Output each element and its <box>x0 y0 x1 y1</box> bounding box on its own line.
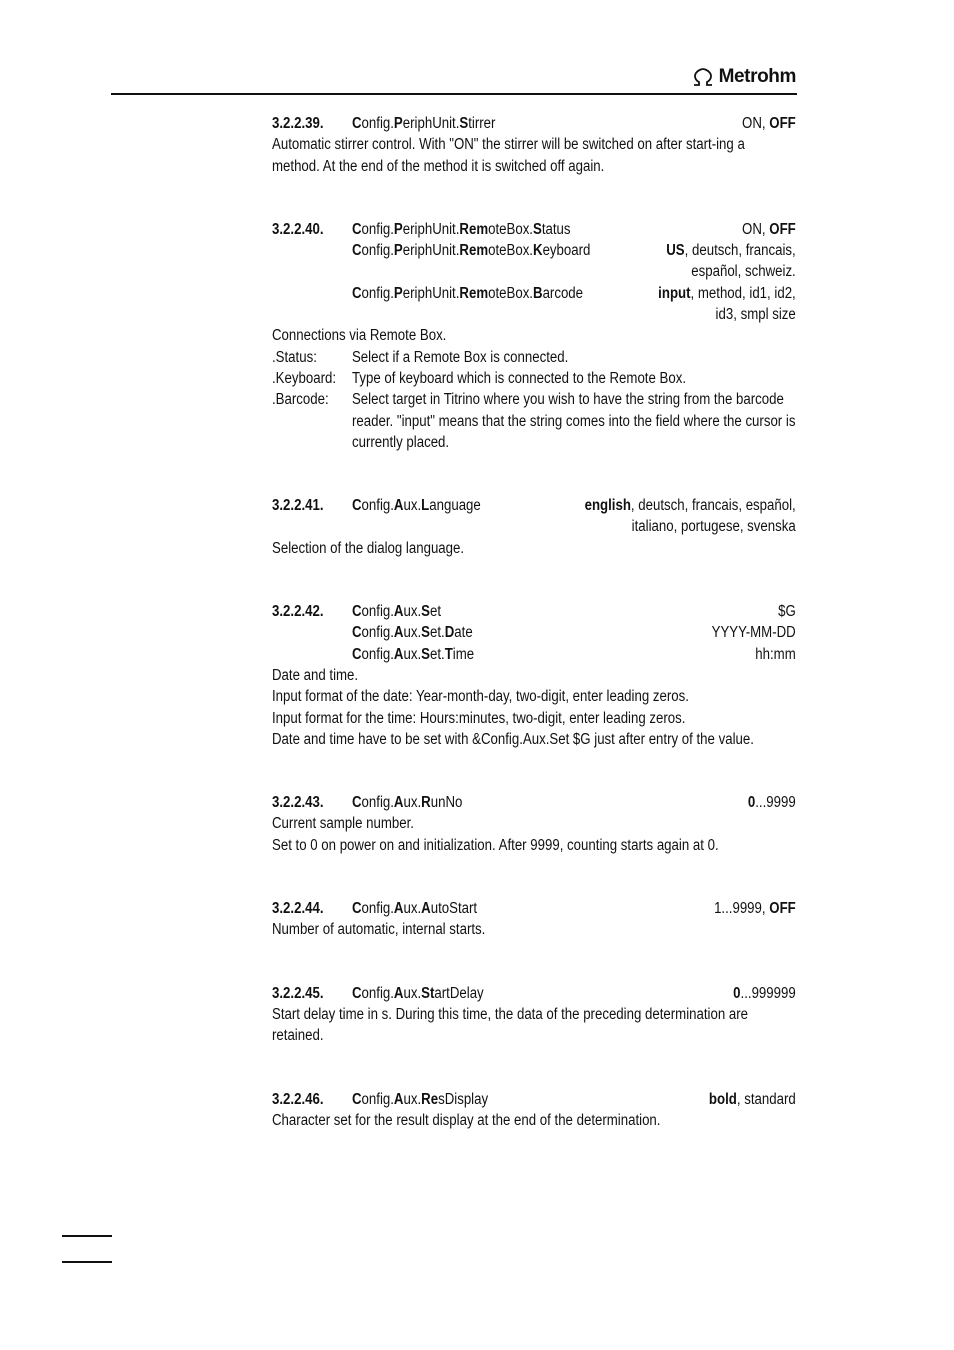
bold-fragment: A <box>393 794 404 812</box>
bold-fragment: A <box>393 1090 404 1108</box>
text-fragment: onfig. <box>361 645 394 663</box>
text-fragment: onfig. <box>361 220 394 238</box>
bold-fragment: A <box>393 624 404 642</box>
parameter-values <box>712 622 796 643</box>
bold-fragment: english <box>584 497 631 515</box>
section-number: 3.2.2.45. <box>272 984 324 1002</box>
parameter-name <box>352 240 666 261</box>
text-fragment: ux. <box>403 794 422 812</box>
parameter-row <box>272 898 796 919</box>
parameter-name <box>352 283 658 304</box>
parameter-values <box>748 792 796 813</box>
bold-fragment: C <box>351 900 362 918</box>
bold-fragment: C <box>351 645 362 663</box>
text-fragment: ux. <box>403 645 422 663</box>
bold-fragment: A <box>393 984 404 1002</box>
bold-fragment: P <box>393 284 403 302</box>
bold-fragment: C <box>351 603 362 621</box>
parameter-values <box>585 495 796 538</box>
text-fragment: ux. <box>403 984 422 1002</box>
parameter-name <box>352 792 748 813</box>
parameter-values <box>666 240 795 283</box>
parameter-row <box>272 601 796 622</box>
omega-icon <box>691 67 715 87</box>
text-fragment: eriphUnit. <box>402 115 460 132</box>
definition-row <box>272 389 796 453</box>
header-rule <box>111 93 797 95</box>
bold-fragment: Re <box>421 1090 439 1108</box>
brand-name: Metrohm <box>718 66 796 87</box>
bold-fragment: 0 <box>747 794 756 812</box>
text-fragment: et. <box>429 645 445 663</box>
text-fragment: eyboard <box>542 242 591 260</box>
description-text: Input format of the date: Year-month-day, two-digit, enter leading zeros. <box>272 688 689 706</box>
text-fragment: ux. <box>403 624 422 642</box>
bold-fragment: A <box>421 900 431 918</box>
parameter-values <box>755 644 795 665</box>
parameter-name <box>352 644 755 665</box>
text-fragment: onfig. <box>361 115 394 132</box>
bold-fragment: US <box>666 242 685 260</box>
text-fragment: oteBox. <box>488 242 533 260</box>
text-fragment: eriphUnit. <box>402 242 460 260</box>
definition-term: .Keyboard: <box>272 369 337 387</box>
parameter-section <box>272 1089 796 1132</box>
bold-fragment: OFF <box>769 900 796 918</box>
text-fragment: utoStart <box>430 900 478 918</box>
parameter-values <box>733 983 796 1004</box>
text-fragment: ux. <box>403 603 422 621</box>
footer-rule-top <box>62 1235 112 1237</box>
bold-fragment: A <box>393 900 404 918</box>
bold-fragment: bold <box>708 1090 737 1108</box>
definition-text: Select target in Titrino where you wish to have the string from the barcode reader. "input" means that the string comes into the field where the cursor is currently placed. <box>351 391 796 451</box>
text-fragment: YYYY-MM-DD <box>711 624 796 642</box>
bold-fragment: C <box>351 220 362 238</box>
bold-fragment: 0 <box>733 984 741 1002</box>
section-number: 3.2.2.43. <box>272 794 324 812</box>
footer-rule-bottom <box>62 1261 112 1263</box>
parameter-values <box>742 113 796 134</box>
definition-text: Type of keyboard which is connected to the Remote Box. <box>351 369 687 387</box>
description-text: Selection of the dialog language. <box>272 539 465 557</box>
bold-fragment: S <box>421 624 430 642</box>
text-fragment: hh:mm <box>755 645 796 663</box>
description-text: Automatic stirrer control. With "ON" the stirrer will be switched on after start-ing a method. At the end of the method it is switched off again. <box>272 136 745 175</box>
bold-fragment: S <box>459 115 469 132</box>
text-fragment: , deutsch, francais, español, schweiz. <box>684 242 796 281</box>
bold-fragment: P <box>393 115 403 132</box>
section-number: 3.2.2.39. <box>272 115 324 132</box>
text-fragment: et. <box>429 624 445 642</box>
definition-term: .Status: <box>272 348 317 366</box>
text-fragment: ON, <box>742 115 770 132</box>
text-fragment: ...9999 <box>755 794 796 812</box>
parameter-row <box>272 644 796 665</box>
bold-fragment: K <box>532 242 543 260</box>
description-text: Set to 0 on power on and initialization. After 9999, counting starts again at 0. <box>272 836 719 854</box>
text-fragment: eriphUnit. <box>402 284 460 302</box>
text-fragment: artDelay <box>434 984 484 1002</box>
text-fragment: et <box>429 603 442 621</box>
bold-fragment: St <box>421 984 435 1002</box>
parameter-row <box>272 495 796 538</box>
text-fragment: ux. <box>403 497 422 515</box>
definition-term: .Barcode: <box>272 391 329 409</box>
parameter-section <box>272 792 796 856</box>
text-fragment: onfig. <box>361 984 394 1002</box>
description-text: Date and time have to be set with &Config.Aux.Set $G just after entry of the value. <box>272 730 754 748</box>
bold-fragment: C <box>351 984 362 1002</box>
parameter-name <box>352 219 742 240</box>
parameter-section <box>272 219 796 453</box>
parameter-name <box>352 622 712 643</box>
bold-fragment: input <box>658 284 691 302</box>
text-fragment: onfig. <box>361 603 394 621</box>
parameter-section <box>272 983 796 1047</box>
text-fragment: onfig. <box>361 900 394 918</box>
description-text: Connections via Remote Box. <box>272 327 447 345</box>
parameter-values <box>709 1089 796 1110</box>
description-text: Date and time. <box>272 666 359 684</box>
definition-row <box>272 347 796 368</box>
text-fragment: onfig. <box>361 242 394 260</box>
parameter-row <box>272 113 796 134</box>
bold-fragment: Rem <box>459 284 489 302</box>
bold-fragment: A <box>393 603 404 621</box>
bold-fragment: Rem <box>459 242 489 260</box>
parameter-values <box>658 283 796 326</box>
parameter-values <box>778 601 796 622</box>
text-fragment: onfig. <box>361 284 394 302</box>
text-fragment: oteBox. <box>488 284 533 302</box>
parameter-name <box>352 983 733 1004</box>
text-fragment: onfig. <box>361 624 394 642</box>
bold-fragment: C <box>351 497 362 515</box>
parameter-name <box>352 113 742 134</box>
bold-fragment: A <box>393 497 404 515</box>
text-fragment: , deutsch, francais, español, italiano, portugese, svenska <box>630 497 796 536</box>
bold-fragment: C <box>351 1090 362 1108</box>
text-fragment: ON, <box>742 220 770 238</box>
parameter-row <box>272 283 796 326</box>
bold-fragment: D <box>444 624 455 642</box>
text-fragment: onfig. <box>361 794 394 812</box>
parameter-section <box>272 898 796 941</box>
section-number: 3.2.2.42. <box>272 603 324 621</box>
text-fragment: , standard <box>736 1090 796 1108</box>
document-body <box>272 113 796 1173</box>
definition-text: Select if a Remote Box is connected. <box>351 348 569 366</box>
bold-fragment: OFF <box>769 115 796 132</box>
bold-fragment: P <box>393 220 403 238</box>
text-fragment: sDisplay <box>438 1090 489 1108</box>
text-fragment: anguage <box>429 497 481 515</box>
parameter-name <box>352 898 714 919</box>
description-text: Number of automatic, internal starts. <box>272 921 486 939</box>
text-fragment: onfig. <box>361 497 394 515</box>
description-text: Current sample number. <box>272 815 414 833</box>
text-fragment: ...999999 <box>740 984 796 1002</box>
bold-fragment: S <box>421 603 430 621</box>
text-fragment: arcode <box>542 284 584 302</box>
parameter-row <box>272 792 796 813</box>
parameter-section <box>272 495 796 559</box>
metrohm-logo <box>691 66 796 88</box>
bold-fragment: P <box>393 242 403 260</box>
bold-fragment: B <box>532 284 543 302</box>
section-number: 3.2.2.46. <box>272 1090 324 1108</box>
bold-fragment: C <box>351 794 362 812</box>
bold-fragment: C <box>351 115 362 132</box>
section-number: 3.2.2.40. <box>272 220 324 238</box>
bold-fragment: T <box>444 645 453 663</box>
bold-fragment: R <box>421 794 431 812</box>
text-fragment: unNo <box>430 794 463 812</box>
parameter-row <box>272 622 796 643</box>
text-fragment: tatus <box>541 220 571 238</box>
parameter-values <box>742 219 796 240</box>
bold-fragment: A <box>393 645 404 663</box>
parameter-name <box>352 1089 709 1110</box>
section-number: 3.2.2.44. <box>272 900 324 918</box>
text-fragment: onfig. <box>361 1090 394 1108</box>
text-fragment: 1...9999, <box>714 900 770 918</box>
description-text: Character set for the result display at the end of the determination. <box>272 1111 661 1129</box>
parameter-name <box>352 495 585 516</box>
parameter-name <box>352 601 778 622</box>
text-fragment: $G <box>778 603 796 621</box>
text-fragment: tirrer <box>468 115 496 132</box>
bold-fragment: C <box>351 284 362 302</box>
bold-fragment: C <box>351 624 362 642</box>
description-text: Input format for the time: Hours:minutes, two-digit, enter leading zeros. <box>272 709 686 727</box>
parameter-row <box>272 1089 796 1110</box>
bold-fragment: OFF <box>769 220 796 238</box>
bold-fragment: Rem <box>459 220 489 238</box>
parameter-section <box>272 113 796 177</box>
text-fragment: eriphUnit. <box>402 220 460 238</box>
text-fragment: ime <box>452 645 475 663</box>
text-fragment: , method, id1, id2, id3, smpl size <box>690 284 796 324</box>
text-fragment: ux. <box>403 900 422 918</box>
bold-fragment: C <box>351 242 362 260</box>
parameter-section <box>272 601 796 750</box>
bold-fragment: S <box>421 645 430 663</box>
section-number: 3.2.2.41. <box>272 497 324 515</box>
text-fragment: oteBox. <box>488 220 533 238</box>
description-text: Start delay time in s. During this time, the data of the preceding determination are retained. <box>272 1005 749 1045</box>
definition-row <box>272 368 796 389</box>
parameter-row <box>272 219 796 240</box>
bold-fragment: S <box>532 220 542 238</box>
parameter-values <box>714 898 796 919</box>
parameter-row <box>272 240 796 283</box>
text-fragment: ate <box>454 624 473 642</box>
parameter-row <box>272 983 796 1004</box>
bold-fragment: L <box>421 497 430 515</box>
text-fragment: ux. <box>403 1090 422 1108</box>
